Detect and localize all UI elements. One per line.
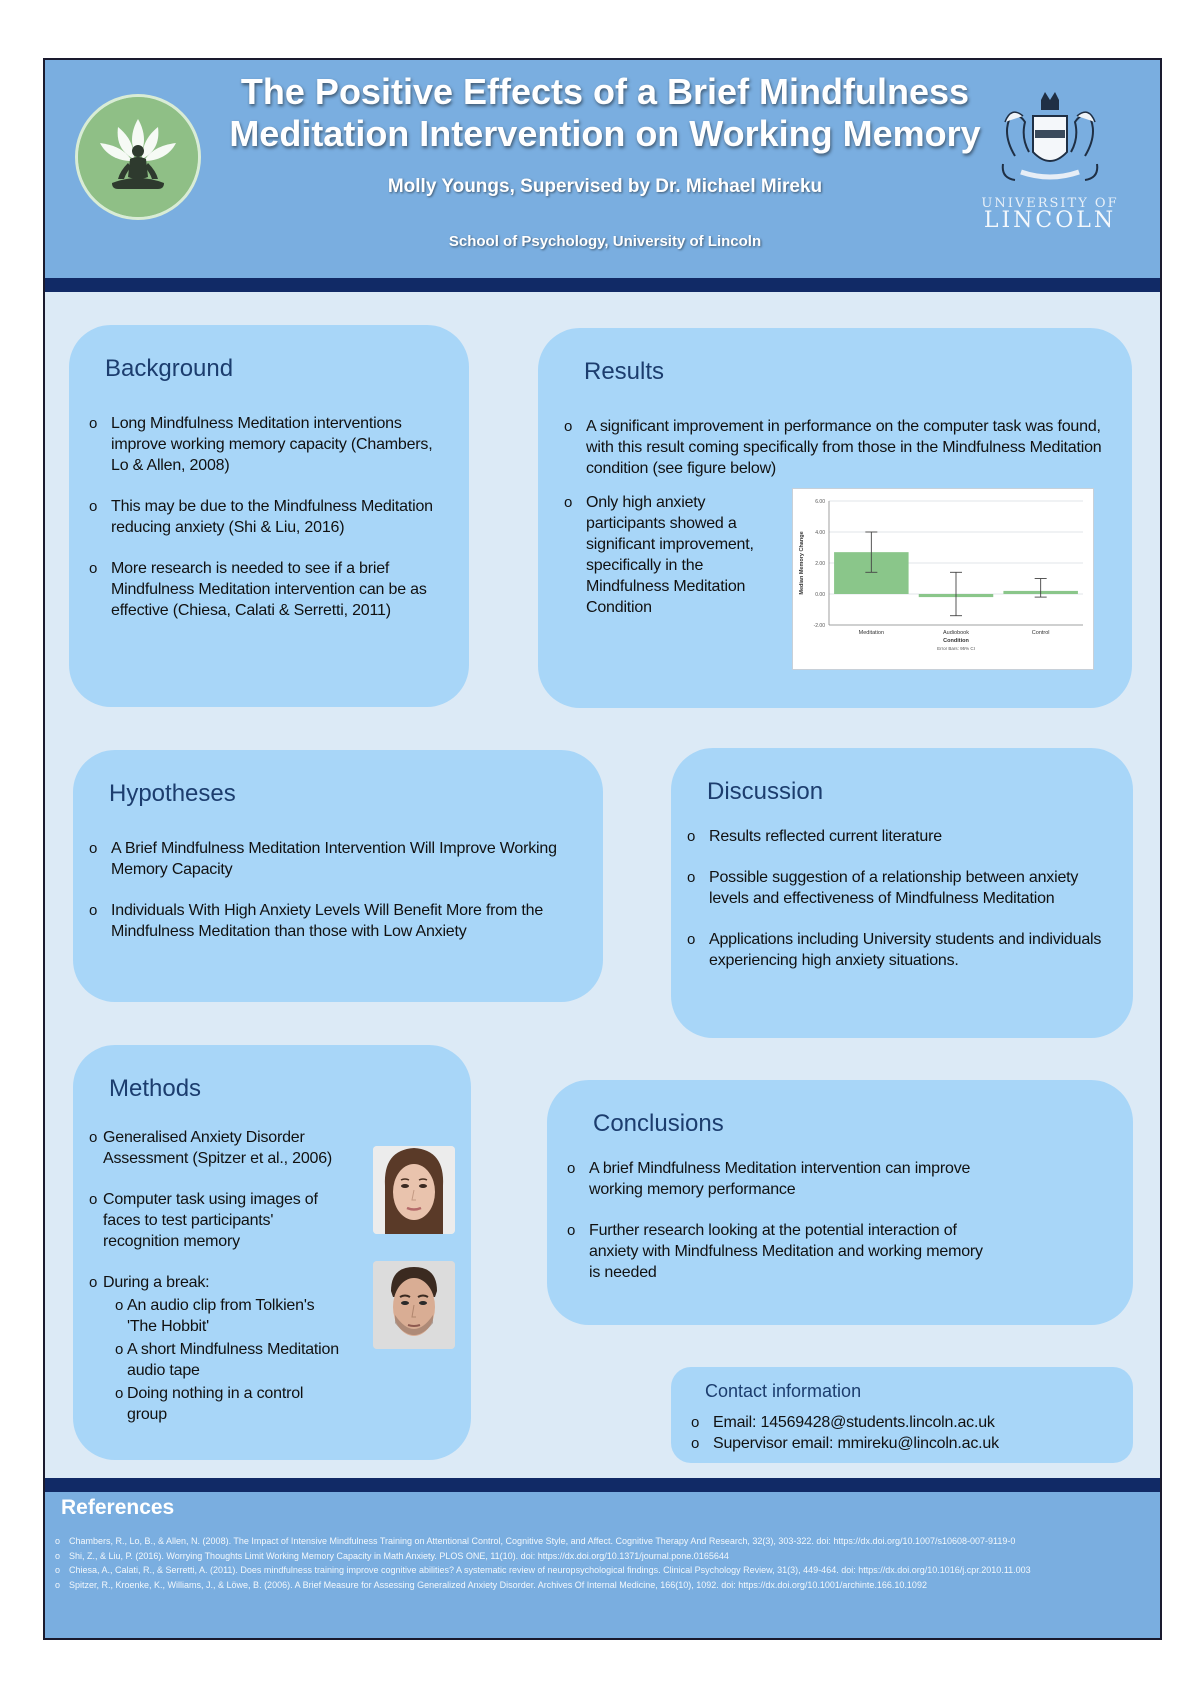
- hypotheses-section: [73, 750, 603, 1002]
- conclusions-list: [567, 1158, 997, 1303]
- results-list: [564, 416, 1119, 499]
- sub-list-item: o A short Mindfulness Meditation audio tape: [115, 1339, 339, 1381]
- sub-list-item: o Doing nothing in a control group: [115, 1383, 339, 1425]
- x-tick-label: Control: [1031, 630, 1050, 636]
- contact-list: [691, 1412, 1111, 1454]
- list-item: o Long Mindfulness Meditation interventions improve working memory capacity (Chambers, Lo & Allen, 2008): [89, 413, 434, 476]
- results-section: [538, 328, 1132, 708]
- list-item: o Further research looking at the potential interaction of anxiety with Mindfulness Meditation and working memory is needed: [567, 1220, 997, 1283]
- female-face-image: [373, 1146, 455, 1234]
- university-crest-icon: [975, 86, 1125, 194]
- school-line: School of Psychology, University of Lincoln: [448, 233, 762, 250]
- contact-heading: Contact information: [705, 1381, 862, 1401]
- poster-title-line-2: Meditation Intervention on Working Memory: [229, 113, 981, 154]
- hypotheses-heading: Hypotheses: [109, 780, 236, 807]
- conclusions-heading: Conclusions: [593, 1110, 724, 1137]
- meditation-logo-icon: [75, 94, 201, 220]
- x-axis-label: Condition: [943, 638, 969, 644]
- background-heading: Background: [105, 355, 234, 382]
- list-item: o Results reflected current literature: [687, 826, 1107, 847]
- sub-list-item: o An audio clip from Tolkien's 'The Hobbit': [115, 1295, 339, 1337]
- list-item: o Only high anxiety participants showed a significant improvement, specifically in the Mindfulness Meditation Condition: [564, 492, 774, 618]
- poster: [43, 58, 1162, 1640]
- discussion-section: [671, 748, 1133, 1038]
- reference-item: o Spitzer, R., Kroenke, K., Williams, J., & Löwe, B. (2006). A Brief Measure for Assessing Generalized Anxiety Disorder. Archives Of Internal Medicine, 166(10), 1092. doi: https://dx.doi.org/10.1001/archinte.166.10.1092: [55, 1578, 1145, 1593]
- references-heading: References: [61, 1496, 175, 1519]
- author-line: Molly Youngs, Supervised by Dr. Michael Mireku: [387, 176, 823, 197]
- list-item: o During a break:: [89, 1272, 339, 1293]
- reference-item: o Chambers, R., Lo, B., & Allen, N. (2008). The Impact of Intensive Mindfulness Training on Attentional Control, Cognitive Style, and Affect. Cognitive Therapy And Research, 32(3), 303-322. doi: https://dx.doi.org/10.1007/s10608-007-9119-0: [55, 1534, 1145, 1549]
- list-item: o Possible suggestion of a relationship between anxiety levels and effectiveness of Mindfulness Meditation: [687, 867, 1107, 909]
- methods-list: [89, 1127, 339, 1427]
- university-name-line-2: LINCOLN: [983, 208, 1117, 233]
- results-heading: Results: [584, 358, 665, 385]
- poster-title-line-1: The Positive Effects of a Brief Mindfulness: [240, 71, 970, 112]
- y-tick-label: 0.00: [815, 592, 825, 598]
- bar-chart: [793, 489, 1093, 669]
- university-name-line-1: UNIVERSITY OF: [981, 196, 1119, 211]
- list-item: o A brief Mindfulness Meditation intervention can improve working memory performance: [567, 1158, 997, 1200]
- contact-section: [671, 1367, 1133, 1463]
- background-list: [89, 413, 434, 641]
- list-item: o This may be due to the Mindfulness Meditation reducing anxiety (Shi & Liu, 2016): [89, 496, 434, 538]
- list-item: o Generalised Anxiety Disorder Assessment (Spitzer et al., 2006): [89, 1127, 339, 1169]
- header-divider: [45, 278, 1160, 292]
- hypotheses-list: [89, 838, 559, 962]
- list-item: o A significant improvement in performance on the computer task was found, with this result coming specifically from those in the Mindfulness Meditation condition (see figure below): [564, 416, 1119, 479]
- results-chart: [792, 488, 1094, 670]
- references-divider: [45, 1478, 1160, 1492]
- discussion-list: [687, 826, 1107, 991]
- header-banner: [45, 60, 1160, 278]
- references-section: [45, 1492, 1160, 1640]
- references-list: [55, 1534, 1145, 1592]
- x-tick-label: Audiobook: [943, 630, 969, 636]
- methods-section: [73, 1045, 471, 1460]
- y-tick-label: -2.00: [813, 623, 825, 629]
- y-axis-label: Median Memory Change: [799, 531, 805, 595]
- reference-item: o Chiesa, A., Calati, R., & Serretti, A. (2011). Does mindfulness training improve cognitive abilities? A systematic review of neuropsychological findings. Clinical Psychology Review, 31(3), 449-464. doi: https://dx.doi.org/10.1016/j.cpr.2010.11.003: [55, 1563, 1145, 1578]
- list-item: o Individuals With High Anxiety Levels Will Benefit More from the Mindfulness Meditation than those with Low Anxiety: [89, 900, 559, 942]
- chart-note: Error Bars: 95% CI: [937, 646, 975, 651]
- list-item: o Computer task using images of faces to test participants' recognition memory: [89, 1189, 339, 1252]
- x-tick-label: Meditation: [858, 630, 885, 636]
- male-face-image: [373, 1261, 455, 1349]
- discussion-heading: Discussion: [707, 778, 824, 805]
- reference-item: o Shi, Z., & Liu, P. (2016). Worrying Thoughts Limit Working Memory Capacity in Math Anxiety. PLOS ONE, 11(10). doi: https://dx.doi.org/10.1371/journal.pone.0165644: [55, 1549, 1145, 1564]
- methods-heading: Methods: [109, 1075, 202, 1102]
- y-tick-label: 2.00: [815, 561, 825, 567]
- conclusions-section: [547, 1080, 1133, 1325]
- supervisor-email[interactable]: o Supervisor email: mmireku@lincoln.ac.uk: [691, 1433, 1111, 1454]
- list-item: o More research is needed to see if a brief Mindfulness Meditation intervention can be as effective (Chiesa, Calati & Serretti, 2011): [89, 558, 434, 621]
- list-item: o Applications including University students and individuals experiencing high anxiety situations.: [687, 929, 1107, 971]
- university-logo: [975, 86, 1125, 233]
- background-section: [69, 325, 469, 707]
- results-list-secondary: [564, 492, 774, 618]
- contact-email[interactable]: o Email: 14569428@students.lincoln.ac.uk: [691, 1412, 1111, 1433]
- y-tick-label: 6.00: [815, 499, 825, 505]
- list-item: o A Brief Mindfulness Meditation Intervention Will Improve Working Memory Capacity: [89, 838, 559, 880]
- y-tick-label: 4.00: [815, 530, 825, 536]
